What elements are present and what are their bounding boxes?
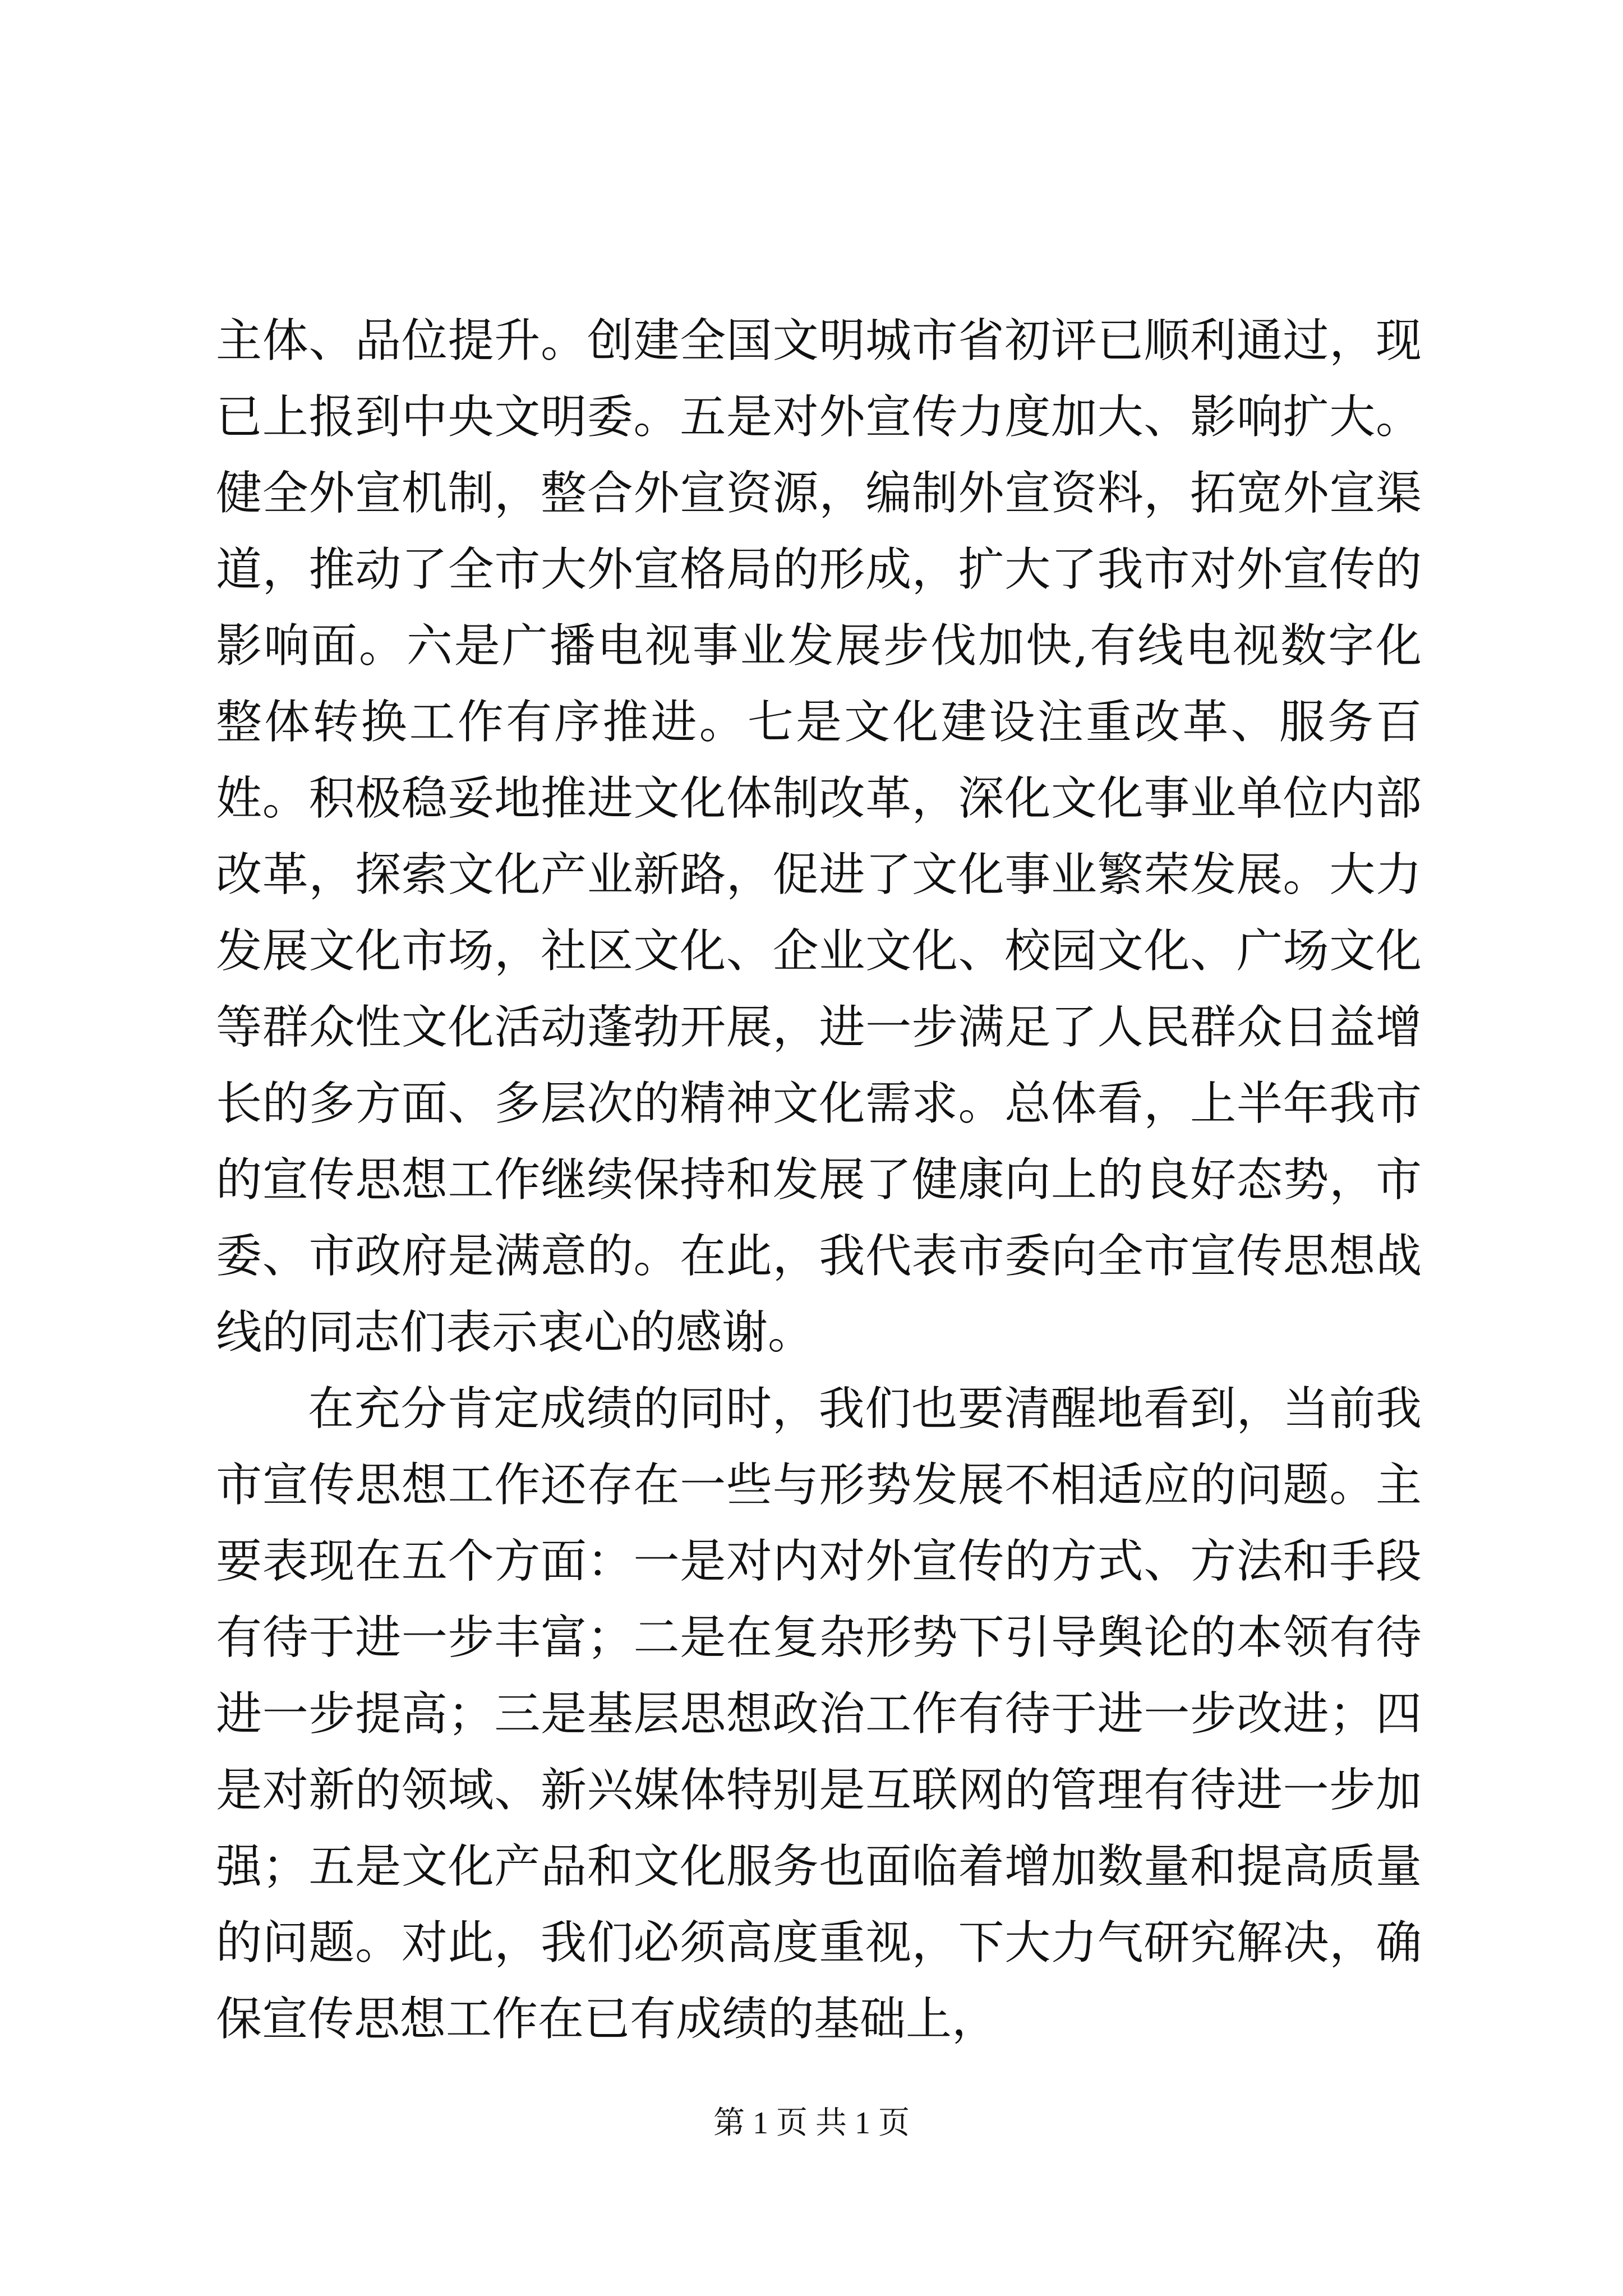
paragraph-1: 主体、品位提升。创建全国文明城市省初评已顺利通过，现已上报到中央文明委。五是对外宣传力度加大、影响扩大。健全外宣机制，整合外宣资源，编制外宣资料，拓宽外宣渠道，推动了全市大外宣格局的形成，扩大了我市对外宣传的影响面。六是广播电视事业发展步伐加快,有线电视数字化整体转换工作有序推进。七是文化建设注重改革、服务百姓。积极稳妥地推进文化体制改革，深化文化事业单位内部改革，探索文化产业新路，促进了文化事业繁荣发展。大力发展文化市场，社区文化、企业文化、校园文化、广场文化等群众性文化活动蓬勃开展，进一步满足了人民群众日益增长的多方面、多层次的精神文化需求。总体看，上半年我市的宣传思想工作继续保持和发展了健康向上的良好态势，市委、市政府是满意的。在此，我代表市委向全市宣传思想战线的同志们表示衷心的感谢。 [216,314,1422,1359]
document-body [216,303,1422,2058]
page-footer: 第 1 页 共 1 页 [713,2106,910,2141]
paragraph-2: 在充分肯定成绩的同时，我们也要清醒地看到，当前我市宣传思想工作还存在一些与形势发展不相适应的问题。主要表现在五个方面：一是对内对外宣传的方式、方法和手段有待于进一步丰富；二是在复杂形势下引导舆论的本领有待进一步提高；三是基层思想政治工作有待于进一步改进；四是对新的领域、新兴媒体特别是互联网的管理有待进一步加强；五是文化产品和文化服务也面临着增加数量和提高质量的问题。对此，我们必须高度重视，下大力气研究解决，确保宣传思想工作在已有成绩的基础上， [216,1382,1422,2046]
